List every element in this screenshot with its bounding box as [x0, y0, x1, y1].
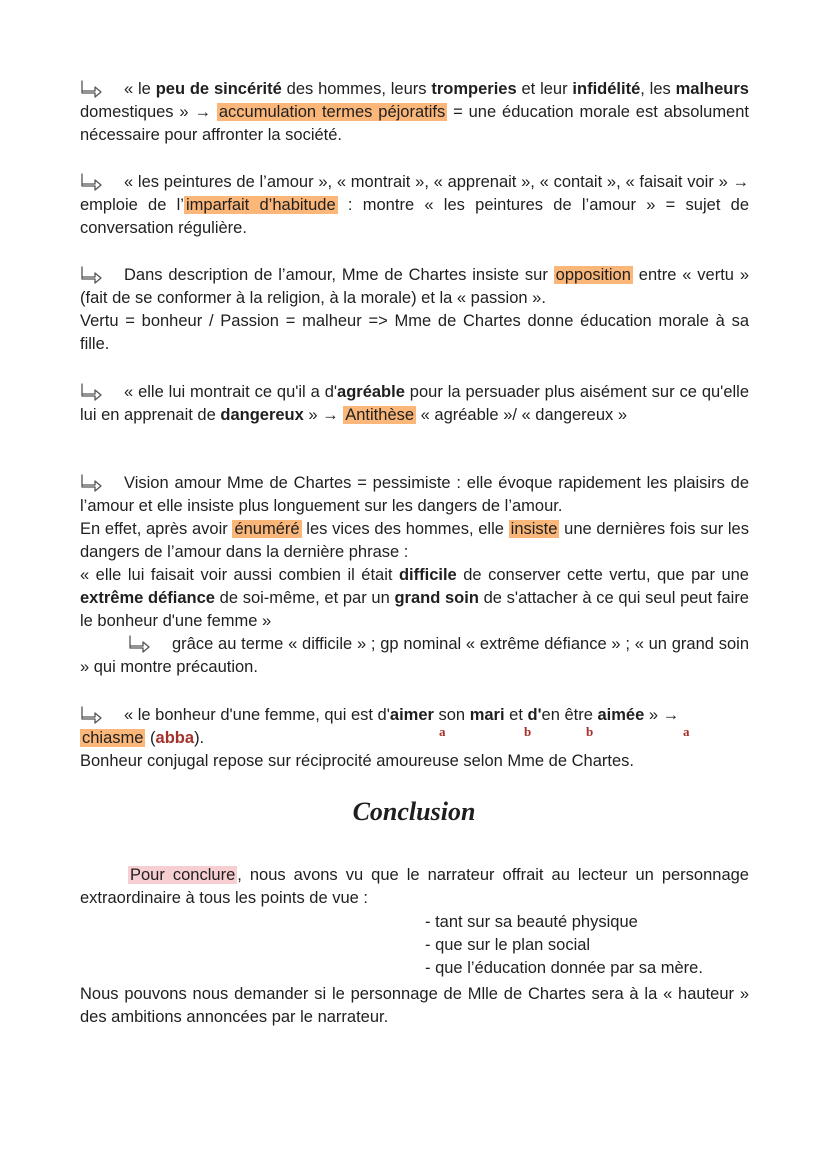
arrow-down-right-icon [80, 173, 102, 191]
highlight: énuméré [234, 520, 300, 538]
highlight: accumulation termes péjoratifs [218, 103, 446, 121]
chiasm-letter: a [683, 724, 690, 739]
highlight: imparfait d’habitude [185, 196, 336, 214]
highlight: Pour conclure [130, 866, 236, 884]
list-item: - que l’éducation donnée par sa mère. [425, 959, 703, 977]
arrow-down-right-icon [80, 266, 102, 284]
paragraph-2: « les peintures de l’amour », « montrait », « apprenait », « contait », « faisait voir » → emploie de l’ imparfait d’habitude : montre « les peintures de l’amour » = sujet de conversation régulière. [80, 173, 750, 237]
conclusion-list [425, 911, 703, 980]
list-item: - que sur le plan social [425, 936, 591, 954]
list-item: - tant sur sa beauté physique [425, 913, 638, 931]
paragraph-1: « le peu de sincérité des hommes, leurs tromperies et leur infidélité, les malheurs domestiques » → accumulation termes péjoratifs = une éducation morale est absolument nécessaire pour affronter la société. [80, 80, 749, 144]
arrow-down-right-icon [80, 80, 102, 98]
highlight: Antithèse [345, 406, 415, 424]
chiasm-letter: a [439, 724, 446, 739]
paragraph-6: « le bonheur d'une femme, qui est d'aimer son mari et d'en être aimée » → chiasme (abba). Bonheur conjugal repose sur réciprocité amoureuse selon Mme de Chartes. [80, 706, 680, 770]
chiasm-letter: b [524, 724, 532, 739]
conclusion-final: Nous pouvons nous demander si le personnage de Mlle de Chartes sera à la « hauteur » des ambitions annoncées par le narrateur. [80, 985, 749, 1026]
conclusion-title: Conclusion [352, 797, 476, 826]
paragraph-3: Dans description de l’amour, Mme de Chartes insiste sur opposition entre « vertu » (fait de se conformer à la religion, à la morale) et la « passion ». Vertu = bonheur / Passion = malheur => Mme de Chartes donne éducation morale à sa fille. [80, 266, 749, 353]
conclusion-paragraph: Pour conclure , nous avons vu que le narrateur offrait au lecteur un personnage extraordinaire à tous les points de vue : [80, 866, 749, 907]
arrow-down-right-icon [80, 383, 102, 401]
arrow-down-right-icon [128, 635, 150, 653]
arrow-down-right-icon [80, 474, 102, 492]
paragraph-5: Vision amour Mme de Chartes = pessimiste : elle évoque rapidement les plaisirs de l’amour et elle insiste plus longuement sur les dangers de l’amour. En effet, après avoir énuméré les vices des hommes, elle insiste une dernières fois sur les dangers de l’amour dans la dernière phrase : « elle lui faisait voir aussi combien il était difficile de conserver cette vertu, que par une extrême défiance de soi-même, et par un grand soin de s'attacher à ce qui seul peut faire le bonheur d'une femme » grâce au terme « difficile » ; gp nominal « extrême défiance » ; « un grand soin » qui montre précaution. [80, 474, 749, 676]
highlight: opposition [555, 266, 631, 284]
highlight: chiasme [82, 729, 144, 747]
paragraph-4: « elle lui montrait ce qu'il a d'agréable pour la persuader plus aisément sur ce qu'elle lui en apprenait de dangereux » → Antithèse « agréable »/ « dangereux » [80, 383, 750, 424]
chiasm-letter: b [586, 724, 594, 739]
highlight: insiste [510, 520, 558, 538]
chiasm-letters [0, 720, 828, 740]
